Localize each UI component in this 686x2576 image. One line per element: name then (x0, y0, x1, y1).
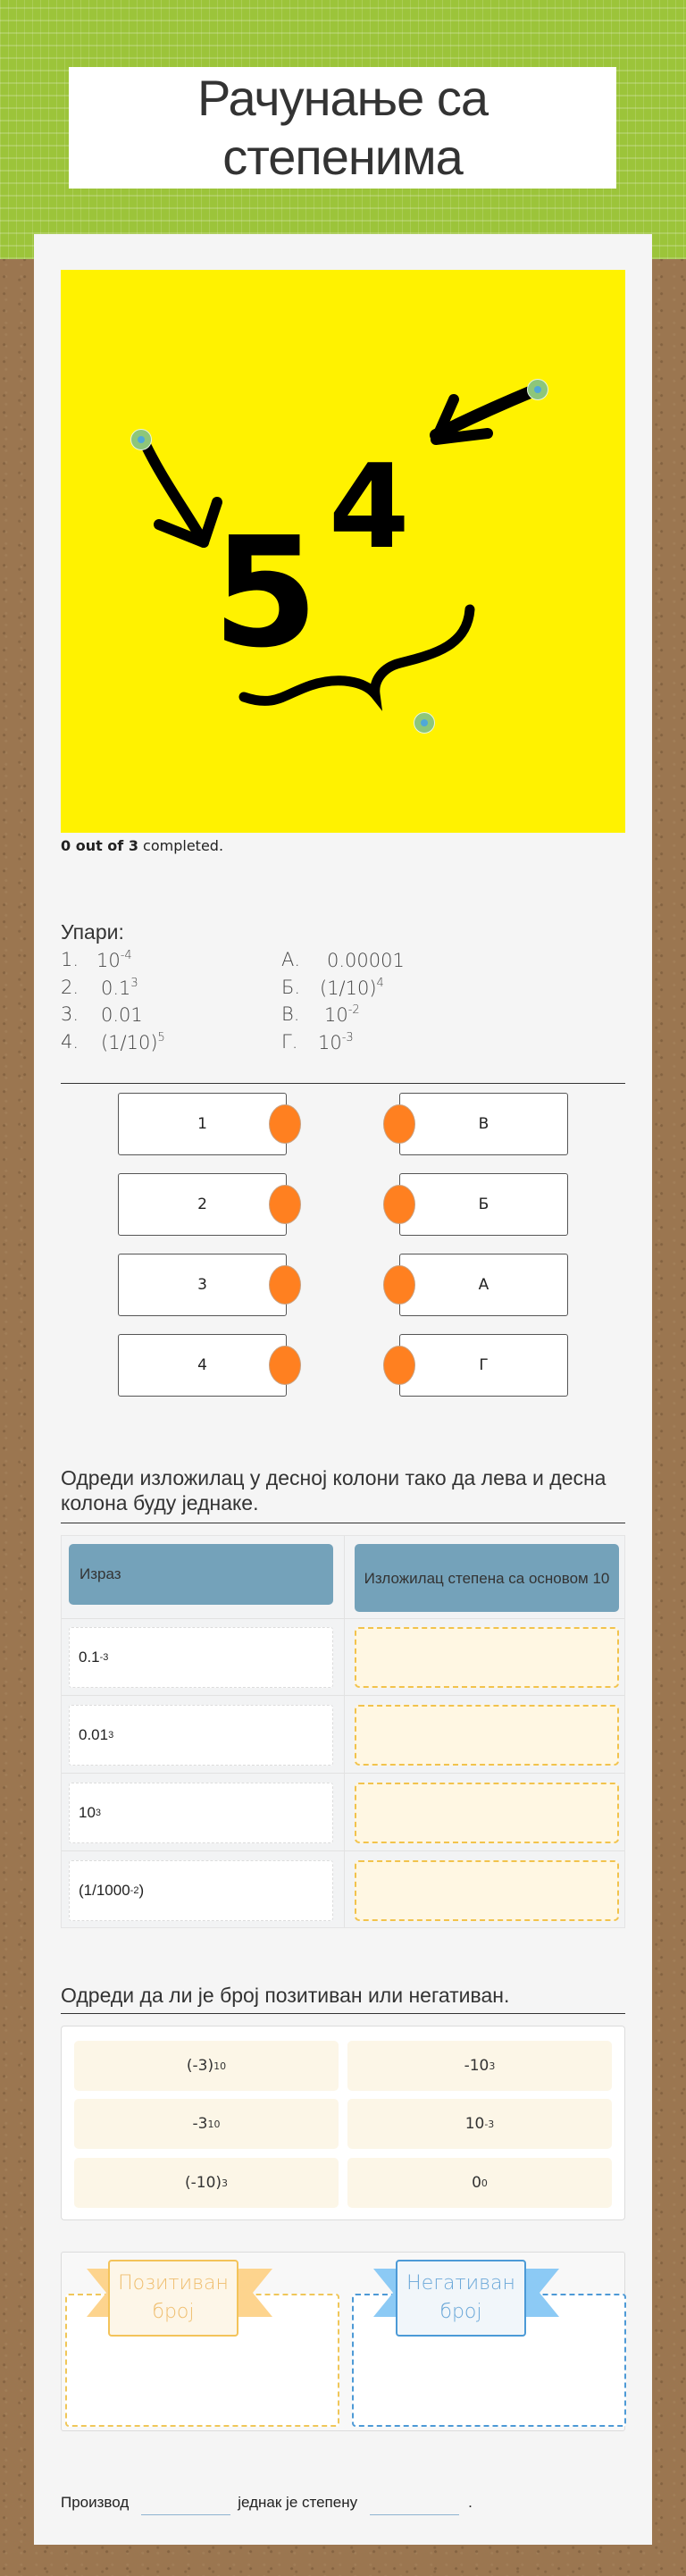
title-line-1: Рачунање са (197, 70, 488, 126)
matching-list-row (61, 1031, 625, 1059)
exponent-drop-zone[interactable] (355, 1783, 619, 1843)
left-number: 2. (61, 976, 79, 998)
match-right-item[interactable] (399, 1254, 568, 1316)
match-label: В (478, 1115, 489, 1133)
matching-title: Упари: (61, 920, 124, 944)
expression-card[interactable]: 0.1 -3 (69, 1627, 333, 1688)
connector-dot[interactable] (383, 1185, 415, 1224)
match-label: Б (478, 1196, 489, 1213)
row-divider (62, 1773, 624, 1774)
sentence-text-after: . (468, 2494, 473, 2511)
completion-status (61, 837, 223, 854)
matching-list-row (61, 977, 625, 1004)
right-letter: А. (281, 949, 301, 970)
sign-section-title: Одреди да ли је број позитиван или негативан. (61, 1984, 510, 2007)
right-letter: В. (281, 1003, 300, 1025)
connector-dot[interactable] (269, 1185, 301, 1224)
sortable-item[interactable]: (-10) 3 (74, 2158, 339, 2208)
expression-card[interactable]: (1/1000 -2 ) (69, 1860, 333, 1921)
match-label: 4 (197, 1356, 207, 1374)
category-label-positive: Позитиван број (108, 2260, 238, 2337)
match-left-item[interactable] (118, 1254, 287, 1316)
sortable-items-container (61, 2026, 625, 2220)
hotspot-marker-base[interactable] (130, 429, 152, 450)
sentence-text-middle: једнак је степену (238, 2494, 358, 2511)
hotspot-dot-icon (421, 719, 428, 726)
match-label: 3 (197, 1276, 207, 1294)
exponent-drop-zone[interactable] (355, 1705, 619, 1766)
hotspot-marker-exponent[interactable] (527, 379, 548, 400)
category-label-negative: Негативан број (396, 2260, 526, 2337)
left-number: 4. (61, 1030, 79, 1053)
row-divider (62, 1695, 624, 1696)
header-label: Израз (79, 1565, 121, 1582)
match-left-item[interactable] (118, 1334, 287, 1397)
match-label: 1 (197, 1115, 207, 1133)
expression-card[interactable]: 0.01 3 (69, 1705, 333, 1766)
left-number: 1. (61, 949, 79, 970)
match-label: 2 (197, 1196, 207, 1213)
sentence-text-before: Производ (61, 2494, 130, 2511)
title-line-2: степенима (222, 129, 463, 185)
exponent-section-title: Одреди изложилац у десној колони тако да лева и десна колона буду једнаке. (61, 1466, 607, 1515)
header-label: Изложилац степена са основом 10 (364, 1569, 610, 1587)
fill-in-sentence (61, 2489, 625, 2516)
power-diagram-image (61, 270, 625, 833)
sortable-item[interactable]: 10 -3 (347, 2099, 612, 2149)
exponent-drop-zone[interactable] (355, 1860, 619, 1921)
hotspot-dot-icon (138, 436, 145, 443)
column-header-exponent (355, 1544, 619, 1612)
category-container (61, 2252, 625, 2431)
sortable-item[interactable]: -10 3 (347, 2041, 612, 2091)
title-box (69, 67, 616, 189)
row-divider (62, 1618, 624, 1619)
connector-dot[interactable] (383, 1104, 415, 1144)
match-right-item[interactable] (399, 1093, 568, 1155)
content-card (34, 234, 652, 2545)
right-value: $10^{-2}$ (324, 1003, 360, 1026)
matching-list-row (61, 949, 625, 977)
exponent-drop-zone[interactable] (355, 1627, 619, 1688)
sortable-item[interactable]: 0 0 (347, 2158, 612, 2208)
exponent-table (61, 1535, 625, 1928)
completion-count: 0 out of 3 (61, 837, 138, 854)
sortable-item[interactable]: -3 10 (74, 2099, 339, 2149)
completion-text: completed. (138, 837, 224, 854)
blank-input-product[interactable] (141, 2490, 230, 2515)
section-divider (61, 2013, 625, 2014)
column-header-expression (69, 1544, 333, 1605)
match-left-item[interactable] (118, 1173, 287, 1236)
expression-card[interactable]: 10 3 (69, 1783, 333, 1843)
page-title (197, 69, 488, 187)
blank-input-power[interactable] (370, 2490, 459, 2515)
right-value: $10^{-3}$ (318, 1030, 354, 1053)
left-value: 0.01 (101, 1004, 143, 1026)
hotspot-dot-icon (534, 386, 541, 393)
right-letter: Б. (281, 976, 301, 998)
hotspot-marker-power[interactable] (414, 712, 435, 734)
connector-dot[interactable] (269, 1265, 301, 1305)
matching-list (61, 949, 625, 1058)
row-divider (62, 1850, 624, 1851)
left-number: 3. (61, 1003, 79, 1025)
match-label: А (478, 1276, 489, 1294)
right-letter: Г. (281, 1030, 298, 1053)
match-right-item[interactable] (399, 1334, 568, 1397)
match-label: Г (479, 1356, 489, 1374)
svg-text:4: 4 (329, 439, 410, 575)
svg-text:5: 5 (213, 505, 319, 682)
right-value: 0.00001 (327, 950, 405, 971)
right-value: $(1/10)^4$ (320, 976, 384, 999)
column-divider (344, 1536, 345, 1927)
connector-dot[interactable] (269, 1346, 301, 1385)
sortable-item[interactable]: (-3) 10 (74, 2041, 339, 2091)
connector-dot[interactable] (383, 1346, 415, 1385)
left-value: $0.1^3$ (101, 976, 138, 999)
left-value: $(1/10)^5$ (101, 1030, 165, 1053)
left-value: $10^{-4}$ (96, 949, 132, 971)
matching-list-row (61, 1003, 625, 1031)
match-right-item[interactable] (399, 1173, 568, 1236)
connector-dot[interactable] (383, 1265, 415, 1305)
section-divider (61, 1083, 625, 1084)
match-left-item[interactable] (118, 1093, 287, 1155)
connector-dot[interactable] (269, 1104, 301, 1144)
hotspot-image (61, 270, 625, 833)
